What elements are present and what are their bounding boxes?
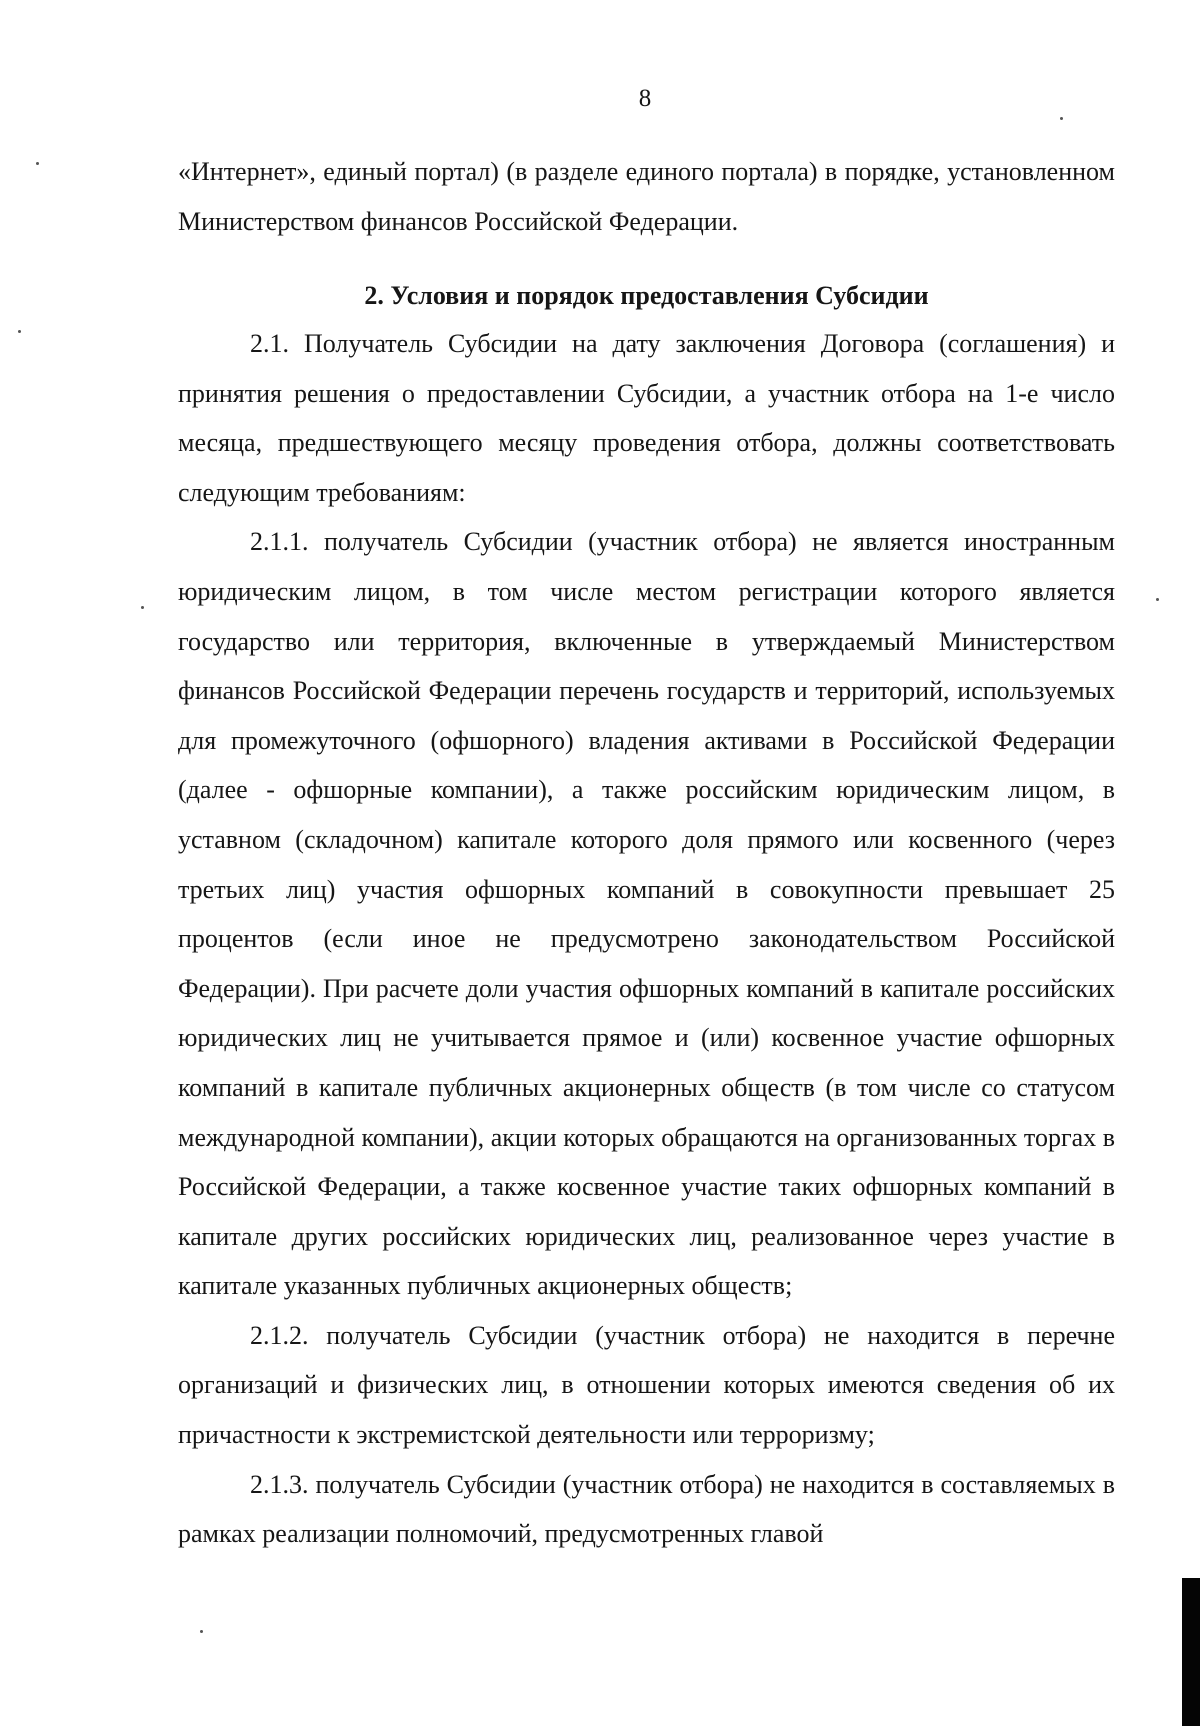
paragraph-2-1-2: 2.1.2. получатель Субсидии (участник отбора) не находится в перечне организаций и физических лиц, в отношении которых имеются сведения об их причастности к экстремистской деятельности или терроризму;: [178, 1320, 1115, 1450]
scan-speck: [18, 330, 21, 333]
lead-paragraph: «Интернет», единый портал) (в разделе единого портала) в порядке, установленном Министерством финансов Российской Федерации.: [178, 157, 1115, 236]
section-heading: 2. Условия и порядок предоставления Субсидии: [364, 281, 929, 310]
scan-speck: [1156, 598, 1159, 601]
scan-speck: [1060, 117, 1063, 120]
scan-edge-bar: [1182, 1578, 1200, 1726]
scan-speck: [200, 1630, 203, 1633]
paragraph-2-1-1: 2.1.1. получатель Субсидии (участник отбора) не является иностранным юридическим лицом, в том числе местом регистрации которого является государство или территория, включенные в утверждаемый Министерством финансов Российской Федерации перечень государств и территорий, используемых для промежуточного (офшорного) владения активами в Российской Федерации (далее - офшорные компании), а также российским юридическим лицом, в уставном (складочном) капитале которого доля прямого или косвенного (через третьих лиц) участия офшорных компаний в совокупности превышает 25 процентов (если иное не предусмотрено законодательством Российской Федерации). При расчете доли участия офшорных компаний в капитале российских юридических лиц не учитывается прямое и (или) косвенное участие офшорных компаний в капитале публичных акционерных обществ (в том числе со статусом международной компании), акции которых обращаются на организованных торгах в Российской Федерации, а также косвенное участие таких офшорных компаний в капитале других российских юридических лиц, реализованное через участие в капитале указанных публичных акционерных обществ;: [178, 527, 1115, 1301]
scan-speck: [141, 606, 144, 609]
scan-speck: [36, 162, 39, 165]
section-body: [178, 319, 1115, 1559]
paragraph-2-1: 2.1. Получатель Субсидии на дату заключения Договора (соглашения) и принятия решения о предоставлении Субсидии, а участник отбора на 1-е число месяца, предшествующего месяцу проведения отбора, должны соответствовать следующим требованиям:: [178, 329, 1115, 507]
paragraph-2-1-3: 2.1.3. получатель Субсидии (участник отбора) не находится в составляемых в рамках реализации полномочий, предусмотренных главой: [178, 1469, 1115, 1549]
page-number: 8: [638, 85, 652, 112]
